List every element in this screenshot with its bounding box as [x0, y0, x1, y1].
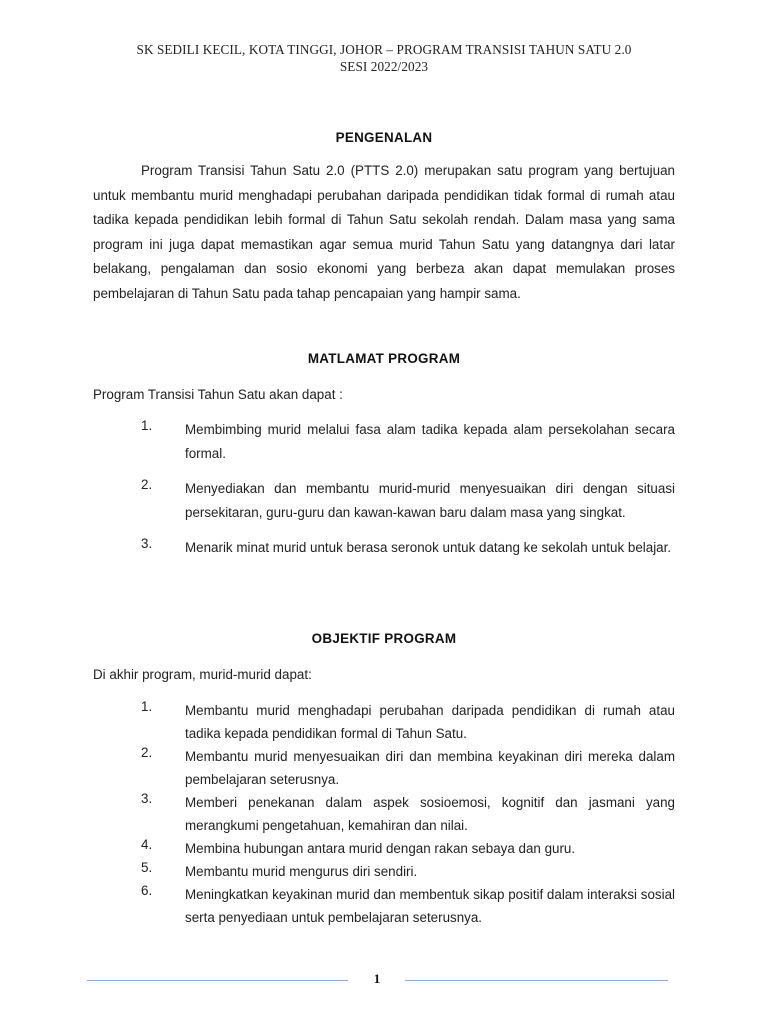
list-item — [0, 837, 768, 860]
list-item-number: 3. — [141, 536, 153, 551]
matlamat-list — [0, 418, 768, 572]
list-item-number: 1. — [141, 418, 153, 433]
section-heading-matlamat: MATLAMAT PROGRAM — [307, 351, 461, 366]
list-item — [0, 536, 768, 560]
section-heading-pengenalan: PENGENALAN — [335, 130, 433, 145]
list-item-number: 3. — [141, 791, 153, 806]
list-item-number: 2. — [141, 477, 153, 492]
list-item-text: Membantu murid mengurus diri sendiri. — [185, 864, 418, 879]
section-heading-objektif: OBJEKTIF PROGRAM — [311, 631, 457, 646]
footer-rule-left — [87, 980, 348, 981]
list-item-text: Meningkatkan keyakinan murid dan membentuk sikap positif dalam interaksi sosial serta penyediaan untuk pembelajaran seterusnya. — [185, 887, 675, 925]
header-session: SESI 2022/2023 — [339, 59, 429, 74]
list-item-number: 1. — [141, 699, 153, 714]
list-item — [0, 860, 768, 883]
list-item — [0, 699, 768, 745]
matlamat-intro: Program Transisi Tahun Satu akan dapat : — [93, 387, 343, 402]
pengenalan-paragraph: Program Transisi Tahun Satu 2.0 (PTTS 2.0) merupakan satu program yang bertujuan untuk membantu murid menghadapi perubahan daripada pendidikan tidak formal di rumah atau tadika kepada pendidikan lebih formal di Tahun Satu sekolah rendah. Dalam masa yang sama program ini juga dapat memastikan agar semua murid Tahun Satu yang datangnya dari latar belakang, pengalaman dan sosio ekonomi yang berbeza akan dapat memulakan proses pembelajaran di Tahun Satu pada tahap pencapaian yang hampir sama. — [93, 163, 675, 301]
list-item-number: 6. — [141, 883, 153, 898]
page-number: 1 — [373, 971, 381, 986]
list-item-text: Membantu murid menghadapi perubahan daripada pendidikan di rumah atau tadika kepada pendidikan formal di Tahun Satu. — [185, 703, 675, 741]
list-item — [0, 745, 768, 791]
list-item — [0, 477, 768, 524]
list-item-text: Membantu murid menyesuaikan diri dan membina keyakinan diri mereka dalam pembelajaran seterusnya. — [185, 749, 675, 787]
list-item-text: Menarik minat murid untuk berasa seronok untuk datang ke sekolah untuk belajar. — [185, 540, 672, 555]
list-item-number: 5. — [141, 860, 153, 875]
list-item-text: Menyediakan dan membantu murid-murid menyesuaikan diri dengan situasi persekitaran, guru-guru dan kawan-kawan baru dalam masa yang singkat. — [185, 481, 675, 520]
list-item-number: 4. — [141, 837, 153, 852]
list-item — [0, 883, 768, 929]
list-item-text: Membimbing murid melalui fasa alam tadika kepada alam persekolahan secara formal. — [185, 422, 675, 461]
objektif-list — [0, 699, 768, 929]
page-header — [0, 41, 768, 75]
list-item — [0, 791, 768, 837]
list-item — [0, 418, 768, 465]
list-item-text: Membina hubungan antara murid dengan rakan sebaya dan guru. — [185, 841, 576, 856]
header-school-program: SK SEDILI KECIL, KOTA TINGGI, JOHOR – PROGRAM TRANSISI TAHUN SATU 2.0 — [136, 42, 632, 57]
objektif-intro: Di akhir program, murid-murid dapat: — [93, 667, 312, 682]
list-item-text: Memberi penekanan dalam aspek sosioemosi, kognitif dan jasmani yang merangkumi pengetahuan, kemahiran dan nilai. — [185, 795, 675, 833]
footer-rule-right — [405, 980, 668, 981]
list-item-number: 2. — [141, 745, 153, 760]
